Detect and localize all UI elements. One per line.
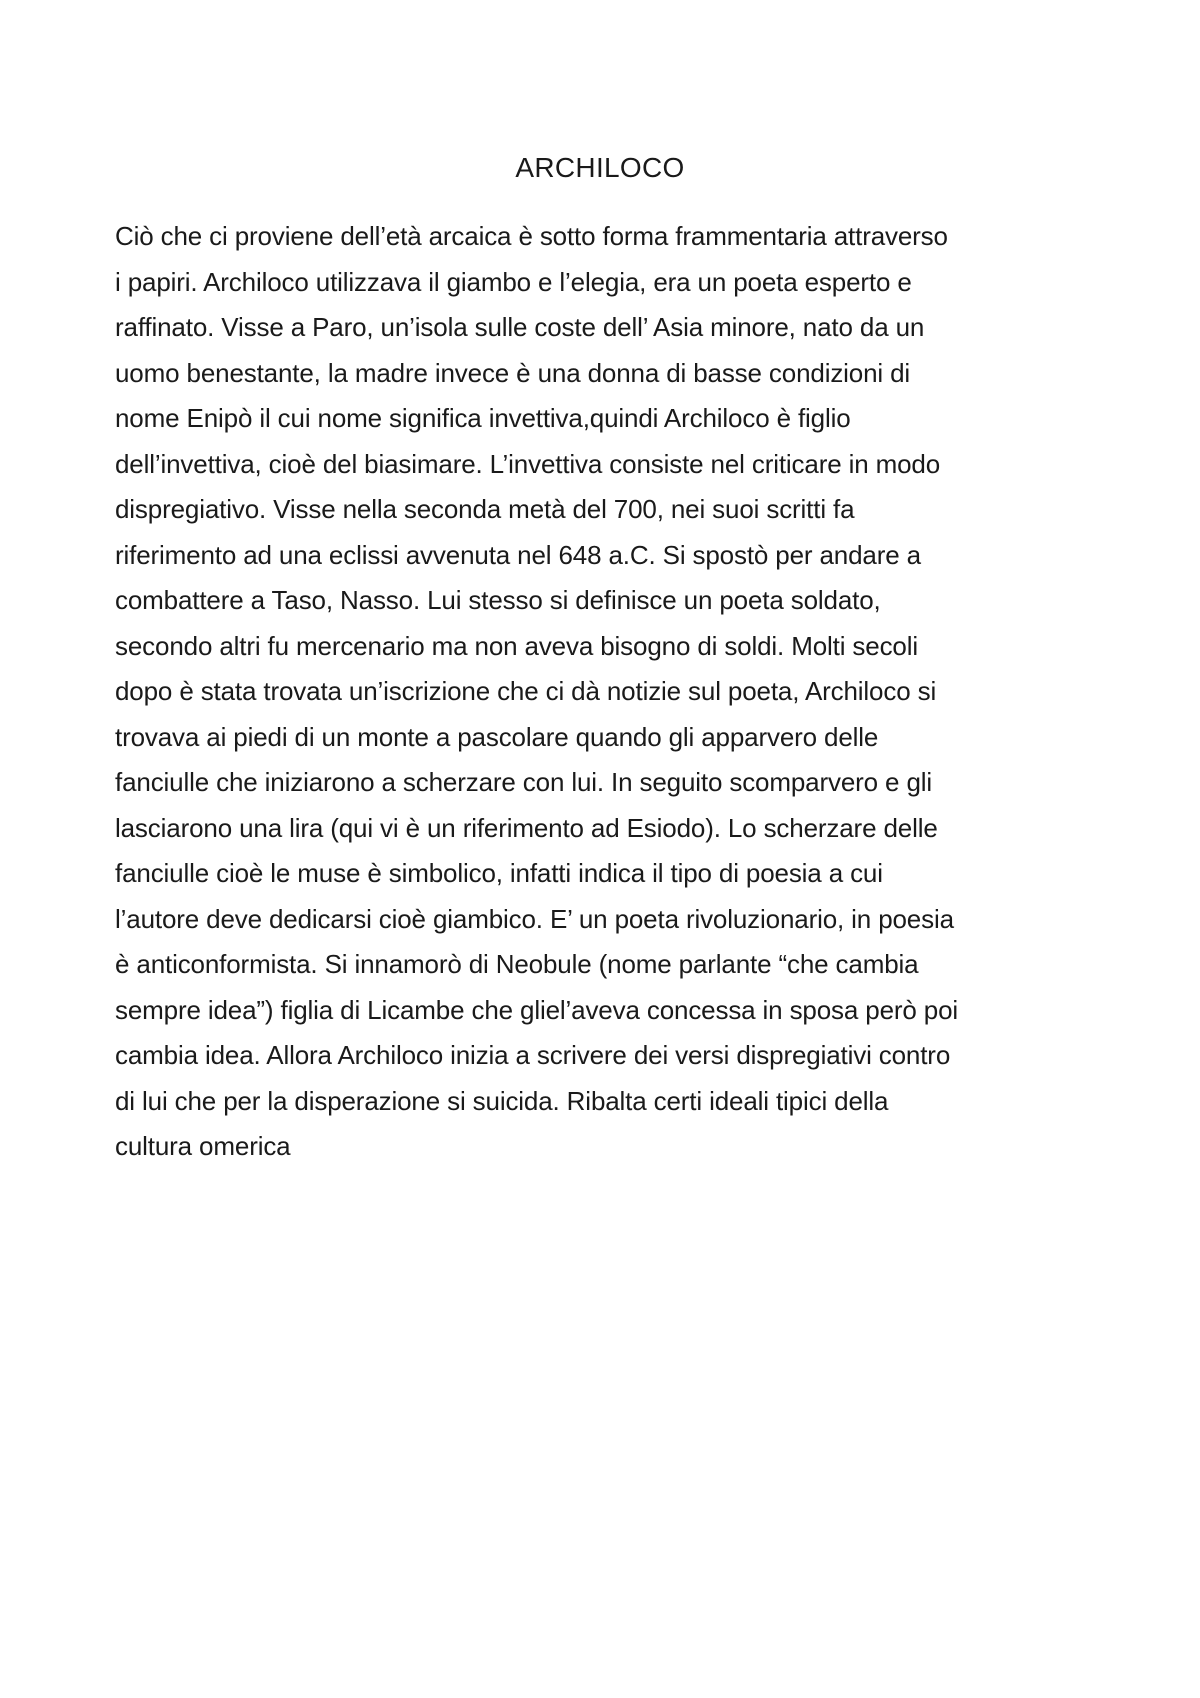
document-body — [115, 214, 1095, 1170]
body-line: sempre idea”) figlia di Licambe che gliel’aveva concessa in sposa però poi — [115, 994, 959, 1025]
body-line: lasciarono una lira (qui vi è un riferimento ad Esiodo). Lo scherzare delle — [115, 812, 938, 843]
body-line: trovava ai piedi di un monte a pascolare quando gli apparvero delle — [115, 721, 879, 752]
body-line: dell’invettiva, cioè del biasimare. L’invettiva consiste nel criticare in modo — [115, 448, 941, 479]
document-title: ARCHILOCO — [515, 152, 685, 183]
body-line: è anticonformista. Si innamorò di Neobule (nome parlante “che cambia — [115, 949, 919, 979]
body-line: fanciulle che iniziarono a scherzare con lui. In seguito scomparvero e gli — [115, 767, 933, 797]
body-line: cultura omerica — [115, 1131, 291, 1161]
body-line: riferimento ad una eclissi avvenuta nel 648 a.C. Si spostò per andare a — [115, 539, 921, 570]
body-line: raffinato. Visse a Paro, un’isola sulle coste dell’ Asia minore, nato da un — [115, 312, 925, 342]
body-line: Ciò che ci proviene dell’età arcaica è sotto forma frammentaria attraverso — [115, 221, 948, 251]
body-line: i papiri. Archiloco utilizzava il giambo e l’elegia, era un poeta esperto e — [115, 266, 912, 297]
body-line: fanciulle cioè le muse è simbolico, infatti indica il tipo di poesia a cui — [115, 858, 883, 888]
body-line: uomo benestante, la madre invece è una donna di basse condizioni di — [115, 357, 911, 388]
body-line: dispregiativo. Visse nella seconda metà del 700, nei suoi scritti fa — [115, 494, 855, 524]
body-line: dopo è stata trovata un’iscrizione che ci dà notizie sul poeta, Archiloco si — [115, 676, 937, 706]
body-line: l’autore deve dedicarsi cioè giambico. E’ un poeta rivoluzionario, in poesia — [115, 903, 954, 934]
body-line: nome Enipò il cui nome significa invettiva,quindi Archiloco è figlio — [115, 403, 851, 433]
body-line: combattere a Taso, Nasso. Lui stesso si definisce un poeta soldato, — [115, 585, 881, 615]
body-line: di lui che per la disperazione si suicida. Ribalta certi ideali tipici della — [115, 1085, 889, 1116]
body-line: cambia idea. Allora Archiloco inizia a scrivere dei versi dispregiativi contro — [115, 1040, 951, 1070]
body-line: secondo altri fu mercenario ma non aveva bisogno di soldi. Molti secoli — [115, 630, 918, 661]
